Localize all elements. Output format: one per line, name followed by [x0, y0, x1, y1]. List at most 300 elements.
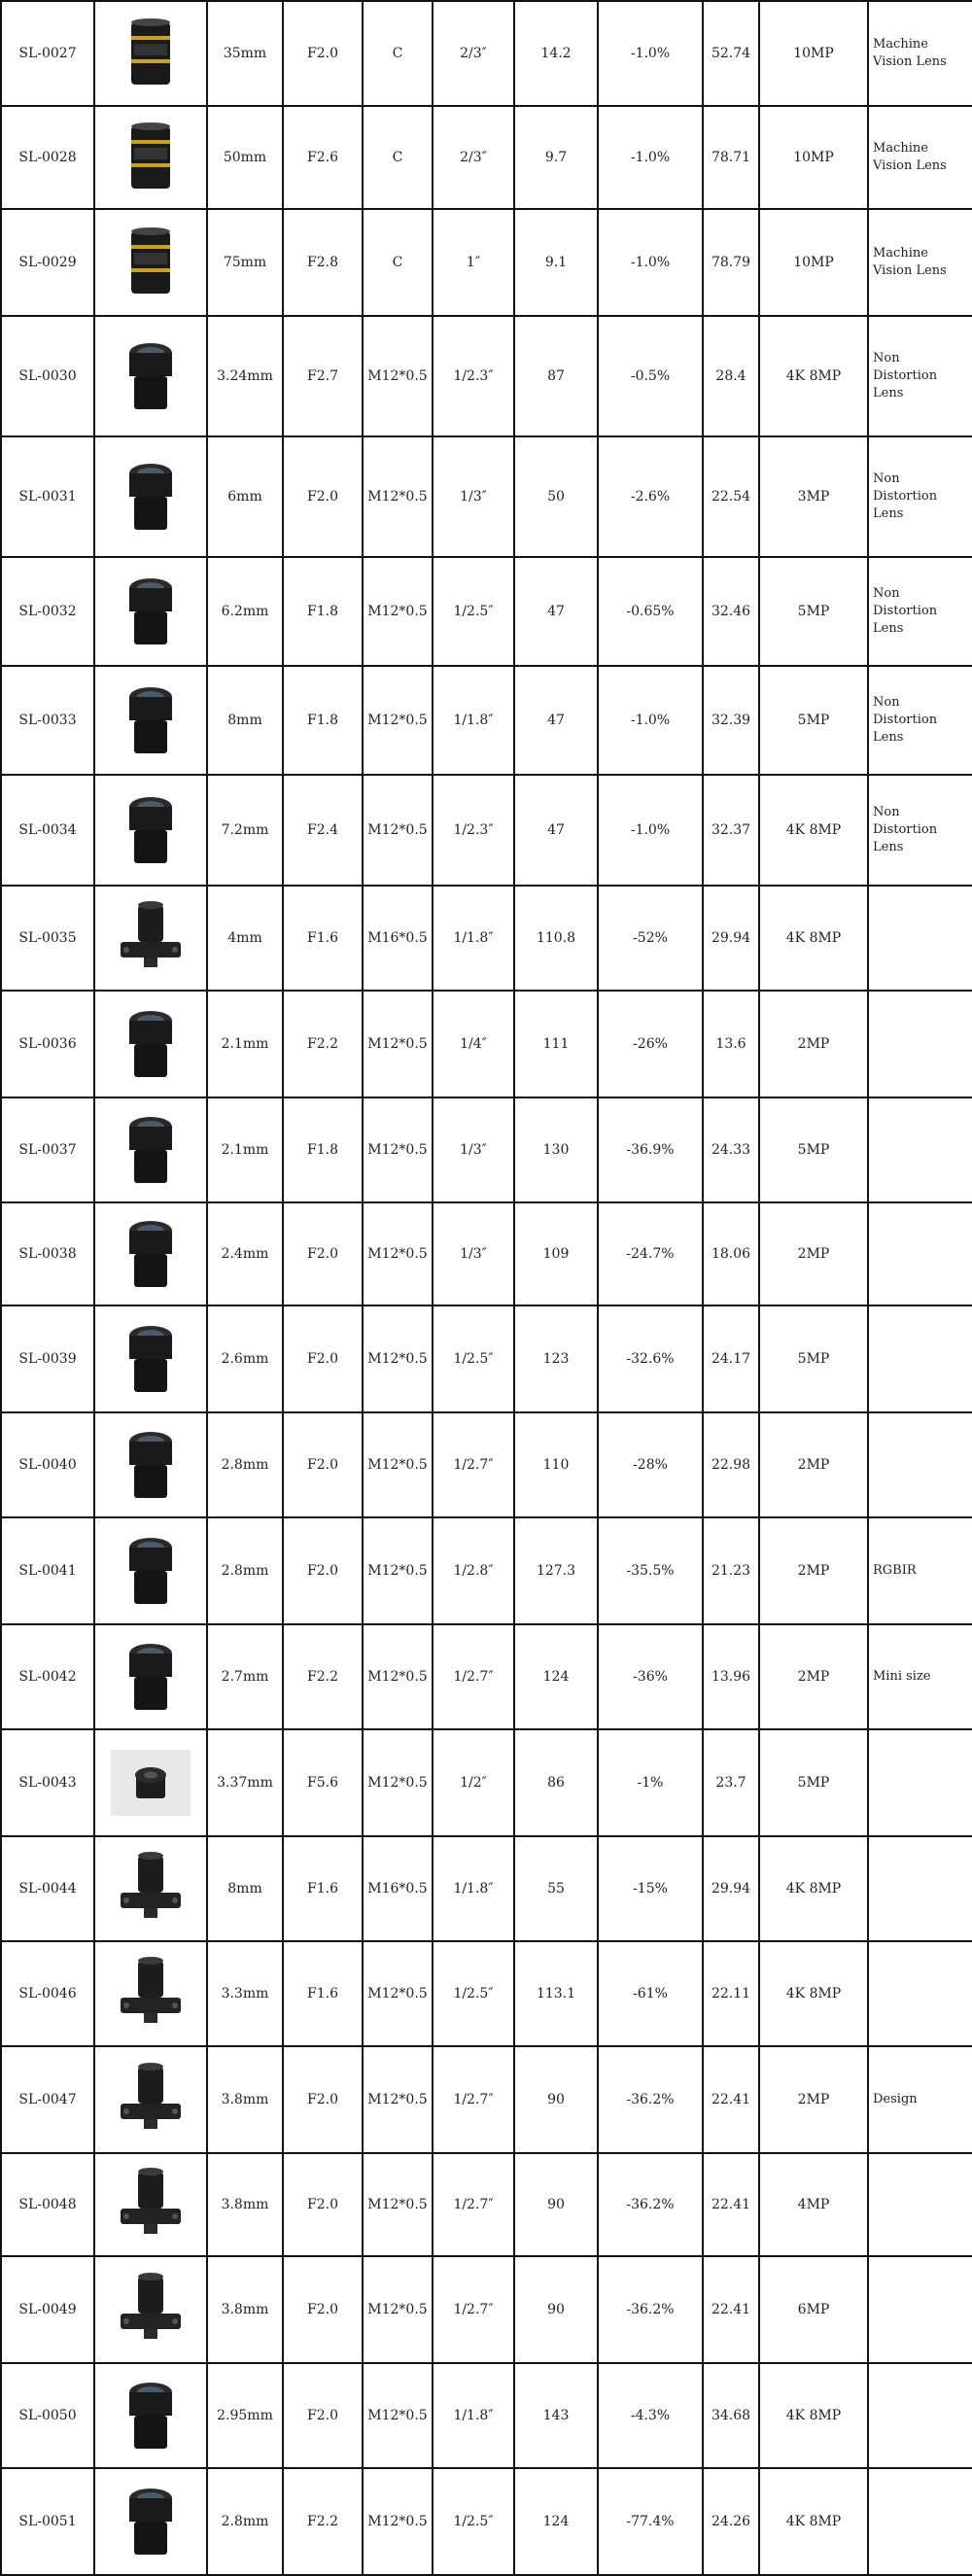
ttl-cell: 22.41	[703, 2046, 759, 2153]
aperture-cell: F1.6	[283, 1941, 363, 2046]
distortion-cell: -26%	[598, 991, 703, 1097]
ttl-cell: 24.26	[703, 2468, 759, 2575]
resolution-cell: 4K 8MP	[759, 1836, 868, 1941]
mounted-lens-icon	[107, 2166, 194, 2244]
fov-cell: 9.1	[514, 209, 598, 316]
mount-cell: C	[363, 106, 433, 209]
sensor-size-cell: 1/2.7″	[433, 2256, 514, 2363]
distortion-cell: -35.5%	[598, 1517, 703, 1624]
focal-length-cell: 35mm	[207, 1, 283, 106]
ttl-cell: 34.68	[703, 2363, 759, 2468]
lens-image-cell	[94, 1202, 207, 1305]
resolution-cell: 3MP	[759, 436, 868, 557]
table-row	[1, 1202, 972, 1305]
resolution-cell: 2MP	[759, 1412, 868, 1517]
lens-image-cell	[94, 106, 207, 209]
distortion-cell: -36.2%	[598, 2046, 703, 2153]
board-lens-icon	[107, 1532, 194, 1610]
mounted-lens-icon	[107, 2061, 194, 2139]
description-cell	[868, 1624, 972, 1729]
description-cell	[868, 2468, 972, 2575]
sensor-size-cell: 1/1.8″	[433, 1836, 514, 1941]
focal-length-cell: 6mm	[207, 436, 283, 557]
ttl-cell: 32.39	[703, 666, 759, 775]
resolution-cell: 2MP	[759, 2046, 868, 2153]
model-cell: SL-0040	[1, 1412, 94, 1517]
resolution-cell: 10MP	[759, 1, 868, 106]
board-lens-icon	[107, 2377, 194, 2454]
board-lens-icon	[107, 1320, 194, 1398]
ttl-cell: 28.4	[703, 316, 759, 436]
focal-length-cell: 3.24mm	[207, 316, 283, 436]
lens-image-cell	[94, 209, 207, 316]
mount-cell: C	[363, 1, 433, 106]
board-lens-icon	[107, 337, 194, 415]
fov-cell: 113.1	[514, 1941, 598, 2046]
resolution-cell: 2MP	[759, 1202, 868, 1305]
aperture-cell: F1.6	[283, 886, 363, 991]
mount-cell: M12*0.5	[363, 2363, 433, 2468]
table-row	[1, 2046, 972, 2153]
ttl-cell: 22.41	[703, 2256, 759, 2363]
resolution-cell: 10MP	[759, 209, 868, 316]
description-line: Distortion	[873, 489, 938, 504]
mount-cell: M12*0.5	[363, 1412, 433, 1517]
lens-image-cell	[94, 991, 207, 1097]
aperture-cell: F2.2	[283, 1624, 363, 1729]
lens-image-cell	[94, 1729, 207, 1836]
aperture-cell: F2.0	[283, 2046, 363, 2153]
fov-cell: 127.3	[514, 1517, 598, 1624]
description-line: Vision Lens	[873, 263, 947, 278]
description-line: Non	[873, 471, 900, 486]
description-line: Distortion	[873, 368, 938, 383]
fov-cell: 111	[514, 991, 598, 1097]
distortion-cell: -0.5%	[598, 316, 703, 436]
resolution-cell: 4K 8MP	[759, 2468, 868, 2575]
table-row	[1, 1412, 972, 1517]
focal-length-cell: 2.8mm	[207, 1517, 283, 1624]
model-cell: SL-0029	[1, 209, 94, 316]
resolution-cell: 4MP	[759, 2153, 868, 2256]
fov-cell: 90	[514, 2046, 598, 2153]
model-cell: SL-0038	[1, 1202, 94, 1305]
description-cell	[868, 1729, 972, 1836]
table-row	[1, 2256, 972, 2363]
board-lens-icon	[107, 1215, 194, 1293]
distortion-cell: -1.0%	[598, 1, 703, 106]
model-cell: SL-0042	[1, 1624, 94, 1729]
resolution-cell: 5MP	[759, 1305, 868, 1412]
table-row	[1, 1941, 972, 2046]
description-line: Machine	[873, 246, 928, 261]
board-lens-icon	[107, 1638, 194, 1716]
sensor-size-cell: 1/3″	[433, 436, 514, 557]
description-line: RGBIR	[873, 1563, 917, 1578]
board-lens-icon	[107, 2483, 194, 2560]
fov-cell: 123	[514, 1305, 598, 1412]
focal-length-cell: 2.1mm	[207, 991, 283, 1097]
table-row	[1, 1729, 972, 1836]
distortion-cell: -32.6%	[598, 1305, 703, 1412]
description-cell	[868, 2256, 972, 2363]
table-row	[1, 2363, 972, 2468]
sensor-size-cell: 1/1.8″	[433, 666, 514, 775]
lens-image-cell	[94, 1305, 207, 1412]
description-line: Mini size	[873, 1669, 931, 1684]
mounted-lens-icon	[107, 1955, 194, 2033]
lens-image-cell	[94, 1941, 207, 2046]
ttl-cell: 21.23	[703, 1517, 759, 1624]
description-cell	[868, 775, 972, 886]
fov-cell: 47	[514, 775, 598, 886]
sensor-size-cell: 1/2.5″	[433, 557, 514, 666]
lens-image-cell	[94, 2256, 207, 2363]
mount-cell: M12*0.5	[363, 557, 433, 666]
fov-cell: 90	[514, 2256, 598, 2363]
distortion-cell: -77.4%	[598, 2468, 703, 2575]
lens-image-cell	[94, 886, 207, 991]
description-line: Vision Lens	[873, 158, 947, 173]
sensor-size-cell: 1/2.7″	[433, 2153, 514, 2256]
description-cell	[868, 991, 972, 1097]
distortion-cell: -28%	[598, 1412, 703, 1517]
sensor-size-cell: 1/2.5″	[433, 1941, 514, 2046]
table-row	[1, 557, 972, 666]
description-line: Distortion	[873, 604, 938, 618]
sensor-size-cell: 1/2.7″	[433, 1624, 514, 1729]
resolution-cell: 4K 8MP	[759, 886, 868, 991]
model-cell: SL-0049	[1, 2256, 94, 2363]
resolution-cell: 5MP	[759, 666, 868, 775]
table-row	[1, 886, 972, 991]
model-cell: SL-0032	[1, 557, 94, 666]
mount-cell: M12*0.5	[363, 316, 433, 436]
focal-length-cell: 8mm	[207, 666, 283, 775]
description-cell	[868, 666, 972, 775]
aperture-cell: F1.8	[283, 666, 363, 775]
description-line: Lens	[873, 506, 904, 521]
resolution-cell: 4K 8MP	[759, 316, 868, 436]
model-cell: SL-0050	[1, 2363, 94, 2468]
ttl-cell: 24.17	[703, 1305, 759, 1412]
description-cell	[868, 557, 972, 666]
mount-cell: M12*0.5	[363, 2046, 433, 2153]
ttl-cell: 22.98	[703, 1412, 759, 1517]
resolution-cell: 4K 8MP	[759, 1941, 868, 2046]
focal-length-cell: 2.4mm	[207, 1202, 283, 1305]
board-lens-icon	[107, 458, 194, 536]
description-line: Lens	[873, 840, 904, 854]
table-row	[1, 106, 972, 209]
focal-length-cell: 3.8mm	[207, 2046, 283, 2153]
model-cell: SL-0046	[1, 1941, 94, 2046]
description-line: Non	[873, 805, 900, 819]
fov-cell: 124	[514, 2468, 598, 2575]
table-row	[1, 2153, 972, 2256]
mount-cell: C	[363, 209, 433, 316]
focal-length-cell: 4mm	[207, 886, 283, 991]
aperture-cell: F2.0	[283, 1305, 363, 1412]
fov-cell: 86	[514, 1729, 598, 1836]
description-cell	[868, 436, 972, 557]
focal-length-cell: 2.1mm	[207, 1097, 283, 1202]
description-cell	[868, 1202, 972, 1305]
ttl-cell: 23.7	[703, 1729, 759, 1836]
mount-cell: M12*0.5	[363, 1097, 433, 1202]
ttl-cell: 13.6	[703, 991, 759, 1097]
aperture-cell: F1.6	[283, 1836, 363, 1941]
sensor-size-cell: 1/1.8″	[433, 886, 514, 991]
lens-image-cell	[94, 316, 207, 436]
ttl-cell: 22.11	[703, 1941, 759, 2046]
mount-cell: M12*0.5	[363, 436, 433, 557]
resolution-cell: 5MP	[759, 1729, 868, 1836]
sensor-size-cell: 1/4″	[433, 991, 514, 1097]
model-cell: SL-0043	[1, 1729, 94, 1836]
mount-cell: M12*0.5	[363, 1941, 433, 2046]
ttl-cell: 18.06	[703, 1202, 759, 1305]
table-row	[1, 1836, 972, 1941]
description-cell	[868, 1, 972, 106]
ttl-cell: 22.54	[703, 436, 759, 557]
table-row	[1, 209, 972, 316]
lens-image-cell	[94, 2363, 207, 2468]
description-line: Non	[873, 695, 900, 710]
description-cell	[868, 2046, 972, 2153]
sensor-size-cell: 1/2″	[433, 1729, 514, 1836]
sensor-size-cell: 1/2.5″	[433, 2468, 514, 2575]
mount-cell: M12*0.5	[363, 1202, 433, 1305]
model-cell: SL-0035	[1, 886, 94, 991]
sensor-size-cell: 1/2.7″	[433, 2046, 514, 2153]
board-lens-icon	[107, 1426, 194, 1504]
model-cell: SL-0030	[1, 316, 94, 436]
resolution-cell: 10MP	[759, 106, 868, 209]
mounted-lens-icon	[107, 899, 194, 977]
description-line: Design	[873, 2092, 918, 2106]
table-row	[1, 1517, 972, 1624]
mount-cell: M12*0.5	[363, 666, 433, 775]
aperture-cell: F1.8	[283, 557, 363, 666]
distortion-cell: -36.9%	[598, 1097, 703, 1202]
aperture-cell: F2.0	[283, 1202, 363, 1305]
description-line: Lens	[873, 621, 904, 636]
aperture-cell: F1.8	[283, 1097, 363, 1202]
aperture-cell: F2.0	[283, 436, 363, 557]
board-lens-icon	[107, 573, 194, 650]
sensor-size-cell: 1/2.3″	[433, 775, 514, 886]
distortion-cell: -1.0%	[598, 209, 703, 316]
board-lens-icon	[107, 1111, 194, 1189]
description-line: Machine	[873, 37, 928, 52]
focal-length-cell: 2.8mm	[207, 2468, 283, 2575]
distortion-cell: -36.2%	[598, 2153, 703, 2256]
focal-length-cell: 3.3mm	[207, 1941, 283, 2046]
ttl-cell: 32.37	[703, 775, 759, 886]
aperture-cell: F2.7	[283, 316, 363, 436]
focal-length-cell: 3.8mm	[207, 2256, 283, 2363]
mount-cell: M12*0.5	[363, 2468, 433, 2575]
ttl-cell: 78.71	[703, 106, 759, 209]
lens-image-cell	[94, 775, 207, 886]
table-row	[1, 436, 972, 557]
fov-cell: 55	[514, 1836, 598, 1941]
resolution-cell: 2MP	[759, 1624, 868, 1729]
model-cell: SL-0048	[1, 2153, 94, 2256]
mount-cell: M12*0.5	[363, 1305, 433, 1412]
machine-vision-lens-icon	[107, 119, 194, 196]
description-line: Distortion	[873, 822, 938, 837]
ttl-cell: 24.33	[703, 1097, 759, 1202]
fov-cell: 130	[514, 1097, 598, 1202]
fov-cell: 47	[514, 557, 598, 666]
machine-vision-lens-icon	[107, 224, 194, 301]
model-cell: SL-0034	[1, 775, 94, 886]
lens-image-cell	[94, 2468, 207, 2575]
aperture-cell: F2.4	[283, 775, 363, 886]
description-line: Distortion	[873, 713, 938, 727]
fov-cell: 110	[514, 1412, 598, 1517]
description-cell	[868, 1305, 972, 1412]
board-lens-icon	[107, 681, 194, 759]
fov-cell: 124	[514, 1624, 598, 1729]
mounted-lens-icon	[107, 2271, 194, 2349]
distortion-cell: -1.0%	[598, 106, 703, 209]
mount-cell: M12*0.5	[363, 775, 433, 886]
distortion-cell: -2.6%	[598, 436, 703, 557]
sensor-size-cell: 1/2.3″	[433, 316, 514, 436]
sensor-size-cell: 2/3″	[433, 1, 514, 106]
focal-length-cell: 2.7mm	[207, 1624, 283, 1729]
resolution-cell: 4K 8MP	[759, 2363, 868, 2468]
fov-cell: 90	[514, 2153, 598, 2256]
focal-length-cell: 75mm	[207, 209, 283, 316]
sensor-size-cell: 1/2.8″	[433, 1517, 514, 1624]
model-cell: SL-0041	[1, 1517, 94, 1624]
table-row	[1, 991, 972, 1097]
mount-cell: M16*0.5	[363, 1836, 433, 1941]
fov-cell: 109	[514, 1202, 598, 1305]
focal-length-cell: 50mm	[207, 106, 283, 209]
distortion-cell: -36.2%	[598, 2256, 703, 2363]
board-lens-icon	[107, 791, 194, 869]
ttl-cell: 13.96	[703, 1624, 759, 1729]
model-cell: SL-0039	[1, 1305, 94, 1412]
focal-length-cell: 2.8mm	[207, 1412, 283, 1517]
focal-length-cell: 3.8mm	[207, 2153, 283, 2256]
mount-cell: M16*0.5	[363, 886, 433, 991]
distortion-cell: -1%	[598, 1729, 703, 1836]
distortion-cell: -0.65%	[598, 557, 703, 666]
ttl-cell: 32.46	[703, 557, 759, 666]
description-line: Vision Lens	[873, 54, 947, 69]
mount-cell: M12*0.5	[363, 991, 433, 1097]
model-cell: SL-0028	[1, 106, 94, 209]
distortion-cell: -4.3%	[598, 2363, 703, 2468]
sensor-size-cell: 2/3″	[433, 106, 514, 209]
mount-cell: M12*0.5	[363, 2256, 433, 2363]
model-cell: SL-0037	[1, 1097, 94, 1202]
table-row	[1, 1097, 972, 1202]
model-cell: SL-0027	[1, 1, 94, 106]
aperture-cell: F2.0	[283, 1, 363, 106]
ttl-cell: 22.41	[703, 2153, 759, 2256]
description-cell	[868, 1941, 972, 2046]
distortion-cell: -24.7%	[598, 1202, 703, 1305]
lens-rows	[1, 1, 972, 2575]
fov-cell: 9.7	[514, 106, 598, 209]
description-line: Non	[873, 351, 900, 366]
machine-vision-lens-icon	[107, 15, 194, 92]
description-cell	[868, 1097, 972, 1202]
resolution-cell: 5MP	[759, 1097, 868, 1202]
mount-cell: M12*0.5	[363, 1517, 433, 1624]
table-row	[1, 1, 972, 106]
lens-image-cell	[94, 2153, 207, 2256]
aperture-cell: F2.2	[283, 991, 363, 1097]
ttl-cell: 52.74	[703, 1, 759, 106]
lens-image-cell	[94, 1, 207, 106]
model-cell: SL-0051	[1, 2468, 94, 2575]
distortion-cell: -36%	[598, 1624, 703, 1729]
table-row	[1, 1305, 972, 1412]
lens-image-cell	[94, 1517, 207, 1624]
resolution-cell: 2MP	[759, 1517, 868, 1624]
lens-image-cell	[94, 666, 207, 775]
focal-length-cell: 6.2mm	[207, 557, 283, 666]
board-lens-icon	[107, 1005, 194, 1083]
aperture-cell: F2.0	[283, 1517, 363, 1624]
focal-length-cell: 7.2mm	[207, 775, 283, 886]
resolution-cell: 4K 8MP	[759, 775, 868, 886]
fov-cell: 87	[514, 316, 598, 436]
table-row	[1, 2468, 972, 2575]
description-cell	[868, 316, 972, 436]
mounted-lens-icon	[107, 1850, 194, 1928]
focal-length-cell: 3.37mm	[207, 1729, 283, 1836]
ttl-cell: 78.79	[703, 209, 759, 316]
description-cell	[868, 209, 972, 316]
fov-cell: 50	[514, 436, 598, 557]
table-row	[1, 666, 972, 775]
sensor-size-cell: 1/3″	[433, 1202, 514, 1305]
model-cell: SL-0036	[1, 991, 94, 1097]
description-line: Non	[873, 586, 900, 601]
aperture-cell: F2.6	[283, 106, 363, 209]
lens-image-cell	[94, 1097, 207, 1202]
sensor-size-cell: 1/3″	[433, 1097, 514, 1202]
description-line: Lens	[873, 386, 904, 400]
aperture-cell: F2.0	[283, 1412, 363, 1517]
resolution-cell: 2MP	[759, 991, 868, 1097]
description-cell	[868, 2363, 972, 2468]
fov-cell: 47	[514, 666, 598, 775]
description-line: Lens	[873, 730, 904, 745]
table-row	[1, 775, 972, 886]
description-cell	[868, 1517, 972, 1624]
pinhole-lens-icon	[107, 1744, 194, 1822]
focal-length-cell: 2.95mm	[207, 2363, 283, 2468]
lens-image-cell	[94, 2046, 207, 2153]
fov-cell: 110.8	[514, 886, 598, 991]
mount-cell: M12*0.5	[363, 1729, 433, 1836]
distortion-cell: -61%	[598, 1941, 703, 2046]
description-cell	[868, 2153, 972, 2256]
model-cell: SL-0031	[1, 436, 94, 557]
lens-image-cell	[94, 557, 207, 666]
model-cell: SL-0044	[1, 1836, 94, 1941]
